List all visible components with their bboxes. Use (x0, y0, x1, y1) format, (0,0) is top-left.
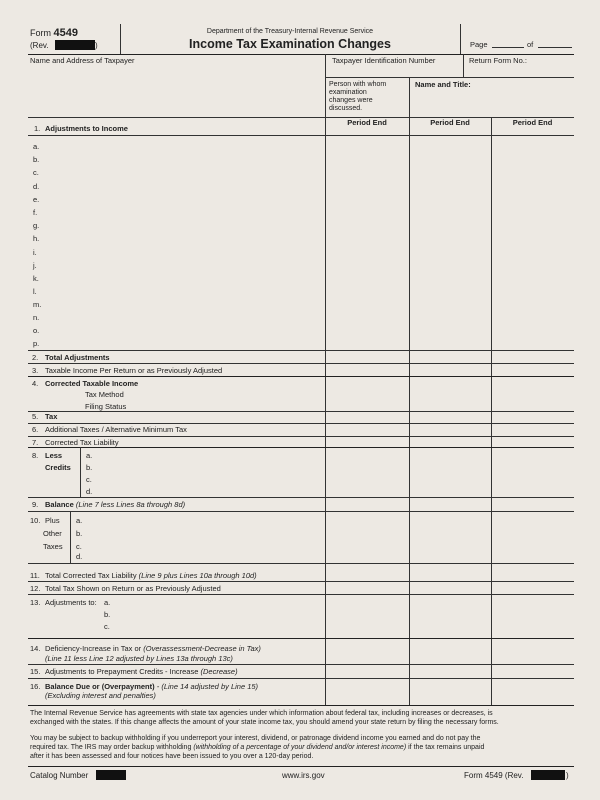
line-12-label: Total Tax Shown on Return or as Previously Adjusted (45, 584, 221, 593)
line-14-number: 14. (30, 644, 41, 653)
line-1-letter-g: g. (33, 221, 40, 230)
irs-website: www.irs.gov (282, 771, 325, 780)
line-1-letter-e: e. (33, 195, 40, 204)
line-15-rule (28, 678, 574, 679)
line-9-number: 9. (32, 500, 39, 509)
line-8-letter-c: c. (86, 475, 92, 484)
line-1-letter-f: f. (33, 208, 38, 217)
line-7-number: 7. (32, 438, 39, 447)
line-1-number: 1. (34, 124, 41, 133)
line-13-letter-b: b. (104, 610, 111, 619)
line-10-letter-a: a. (76, 516, 83, 525)
state-notice-line-1: The Internal Revenue Service has agreements with state tax agencies under which information about federal tax, including increases or decreases, is (30, 710, 493, 717)
line-10-label-taxes: Taxes (43, 542, 63, 551)
line-13-number: 13. (30, 598, 41, 607)
line-2-rule (28, 363, 574, 364)
line-6-rule (28, 436, 574, 437)
catalog-number-label: Catalog Number (30, 771, 89, 780)
line-15-number: 15. (30, 667, 41, 676)
line-10-label-other: Other (43, 529, 62, 538)
line-6-label: Additional Taxes / Alternative Minimum Tax (45, 425, 187, 434)
tin-label: Taxpayer Identification Number (332, 56, 436, 65)
line-8-label-credits: Credits (45, 463, 71, 472)
line-9-rule (28, 511, 574, 512)
line-6-number: 6. (32, 425, 39, 434)
line-4-rule (28, 411, 574, 412)
form-label: Form 4549 (30, 27, 78, 39)
line-1-letter-h: h. (33, 234, 40, 243)
form-rev-footer-close: ) (566, 771, 569, 780)
name-title-label: Name and Title: (415, 80, 471, 89)
line-1-letter-m: m. (33, 300, 42, 309)
catalog-number-redaction (96, 770, 126, 780)
rev-close: ) (95, 41, 98, 50)
line-8-label-less: Less (45, 451, 63, 460)
taxpayer-divider (325, 54, 326, 117)
line-16-number: 16. (30, 682, 41, 691)
line-1-letter-i: i. (33, 248, 37, 257)
tin-rule (325, 77, 574, 78)
line-2-number: 2. (32, 353, 39, 362)
form-rev-footer: Form 4549 (Rev. (464, 771, 524, 780)
rev-label: (Rev. (30, 41, 49, 50)
line-12-number: 12. (30, 584, 41, 593)
rev-redaction (55, 40, 95, 50)
line-12-rule (28, 594, 574, 595)
footer-rule (28, 766, 574, 767)
line-3-rule (28, 376, 574, 377)
line-16-sub: (Excluding interest and penalties) (45, 691, 156, 700)
header-rule (28, 54, 574, 55)
line-1-rule (28, 135, 574, 136)
line-1-letter-b: b. (33, 155, 40, 164)
line-13-label: Adjustments to: (45, 598, 97, 607)
line-8-number: 8. (32, 451, 39, 460)
line-2-label: Total Adjustments (45, 353, 110, 362)
line-1-letter-c: c. (33, 168, 39, 177)
line-10-label-plus: Plus (45, 516, 60, 525)
line-8-rule (28, 497, 574, 498)
line-1-letter-l: l. (33, 287, 37, 296)
line-11-number: 11. (30, 571, 40, 580)
line-1-label: Adjustments to Income (45, 124, 128, 133)
line-10-letter-d: d. (76, 552, 83, 561)
line-5-rule (28, 423, 574, 424)
line-8-letter-a: a. (86, 451, 93, 460)
line-10-letter-c: c. (76, 542, 82, 551)
line-4-tax-method: Tax Method (85, 390, 124, 399)
line-14-label: Deficiency-Increase in Tax or (Overassessment-Decrease in Tax) (45, 644, 261, 653)
line-8-letter-b: b. (86, 463, 93, 472)
line-16-note-2: - (Line 14 adjusted by Line 15) (156, 682, 259, 691)
return-form-label: Return Form No.: (469, 56, 527, 65)
line-1-letter-n: n. (33, 313, 40, 322)
line-8-letter-d: d. (86, 487, 93, 496)
line-14-sub: (Line 11 less Line 12 adjusted by Lines 13a through 13c) (45, 654, 233, 663)
footer-rev-redaction (531, 770, 565, 780)
backup-notice-line-1: You may be subject to backup withholding if you underreport your interest, dividend, or patronage dividend income you earned and do not pay the (30, 735, 481, 742)
line-10-divider (70, 511, 71, 563)
line-9-label: Balance (Line 7 less Lines 8a through 8d) (45, 500, 186, 509)
line-1-letter-d: d. (33, 182, 40, 191)
line-15-note: (Decrease) (200, 667, 238, 676)
line-16-note: (Overpayment) (101, 682, 155, 691)
tin-divider (463, 54, 464, 77)
line-1-letter-a: a. (33, 142, 40, 151)
line-10-rule (28, 563, 574, 564)
line-7-rule (28, 447, 574, 448)
department-name: Department of the Treasury-Internal Revenue Service (206, 28, 374, 35)
line-5-label: Tax (45, 412, 58, 421)
line-3-number: 3. (32, 366, 39, 375)
line-2-top-rule (28, 350, 574, 351)
line-16-label: Balance Due or (Overpayment) - (Line 14 adjusted by Line 15) (45, 682, 259, 691)
state-notice-line-2: exchanged with the states. If this change affects the amount of your state income tax, you should amend your state return by filing the necessary forms. (30, 719, 499, 726)
period-end-header-1: Period End (347, 118, 387, 127)
line-10-letter-b: b. (76, 529, 83, 538)
line-4-label: Corrected Taxable Income (45, 379, 139, 388)
line-11-label: Total Corrected Tax Liability (Line 9 plus Lines 10a through 10d) (45, 571, 257, 580)
line-10-number: 10. (30, 516, 41, 525)
table-bottom-rule (28, 705, 574, 706)
line-5-number: 5. (32, 412, 39, 421)
line-13-rule (28, 638, 574, 639)
line-14-note: (Overassessment-Decrease in Tax) (143, 644, 261, 653)
form-title: Income Tax Examination Changes (189, 37, 391, 51)
line-4-number: 4. (32, 379, 39, 388)
line-3-label: Taxable Income Per Return or as Previously Adjusted (45, 366, 223, 375)
line-1-letter-p: p. (33, 339, 40, 348)
person-divider (409, 77, 410, 117)
line-11-note: (Line 9 plus Lines 10a through 10d) (138, 571, 257, 580)
line-1-letter-o: o. (33, 326, 40, 335)
line-1-letter-k: k. (33, 274, 39, 283)
page-label: Page (470, 40, 488, 49)
line-8-divider (80, 447, 81, 497)
line-7-label: Corrected Tax Liability (45, 438, 119, 447)
line-11-rule (28, 581, 574, 582)
header-divider-right (460, 24, 461, 54)
of-label: of (527, 40, 534, 49)
line-4-filing-status: Filing Status (85, 402, 127, 411)
page-total-field[interactable] (538, 47, 572, 48)
line-14-rule (28, 664, 574, 665)
line-1-letter-j: j. (33, 261, 37, 270)
period-end-header-3: Period End (512, 118, 553, 127)
backup-notice-line-3: after it has been assessed and four notices have been issued to you over a 120-day period. (30, 753, 314, 760)
line-13-letter-c: c. (104, 622, 110, 631)
line-13-letter-a: a. (104, 598, 111, 607)
backup-notice-line-2: required tax. The IRS may order backup withholding (withholding of a percentage of your dividend and/or interest income) if the tax remains unpaid (30, 744, 485, 751)
line-15-label: Adjustments to Prepayment Credits - Increase (Decrease) (45, 667, 238, 676)
form-number: 4549 (53, 27, 78, 39)
period-end-header-2: Period End (430, 118, 470, 127)
person-discussed-label: Person with whom examination changes were discussed. (329, 81, 387, 112)
name-address-label: Name and Address of Taxpayer (30, 56, 135, 65)
line-9-note: (Line 7 less Lines 8a through 8d) (75, 500, 186, 509)
page-number-field[interactable] (492, 47, 524, 48)
